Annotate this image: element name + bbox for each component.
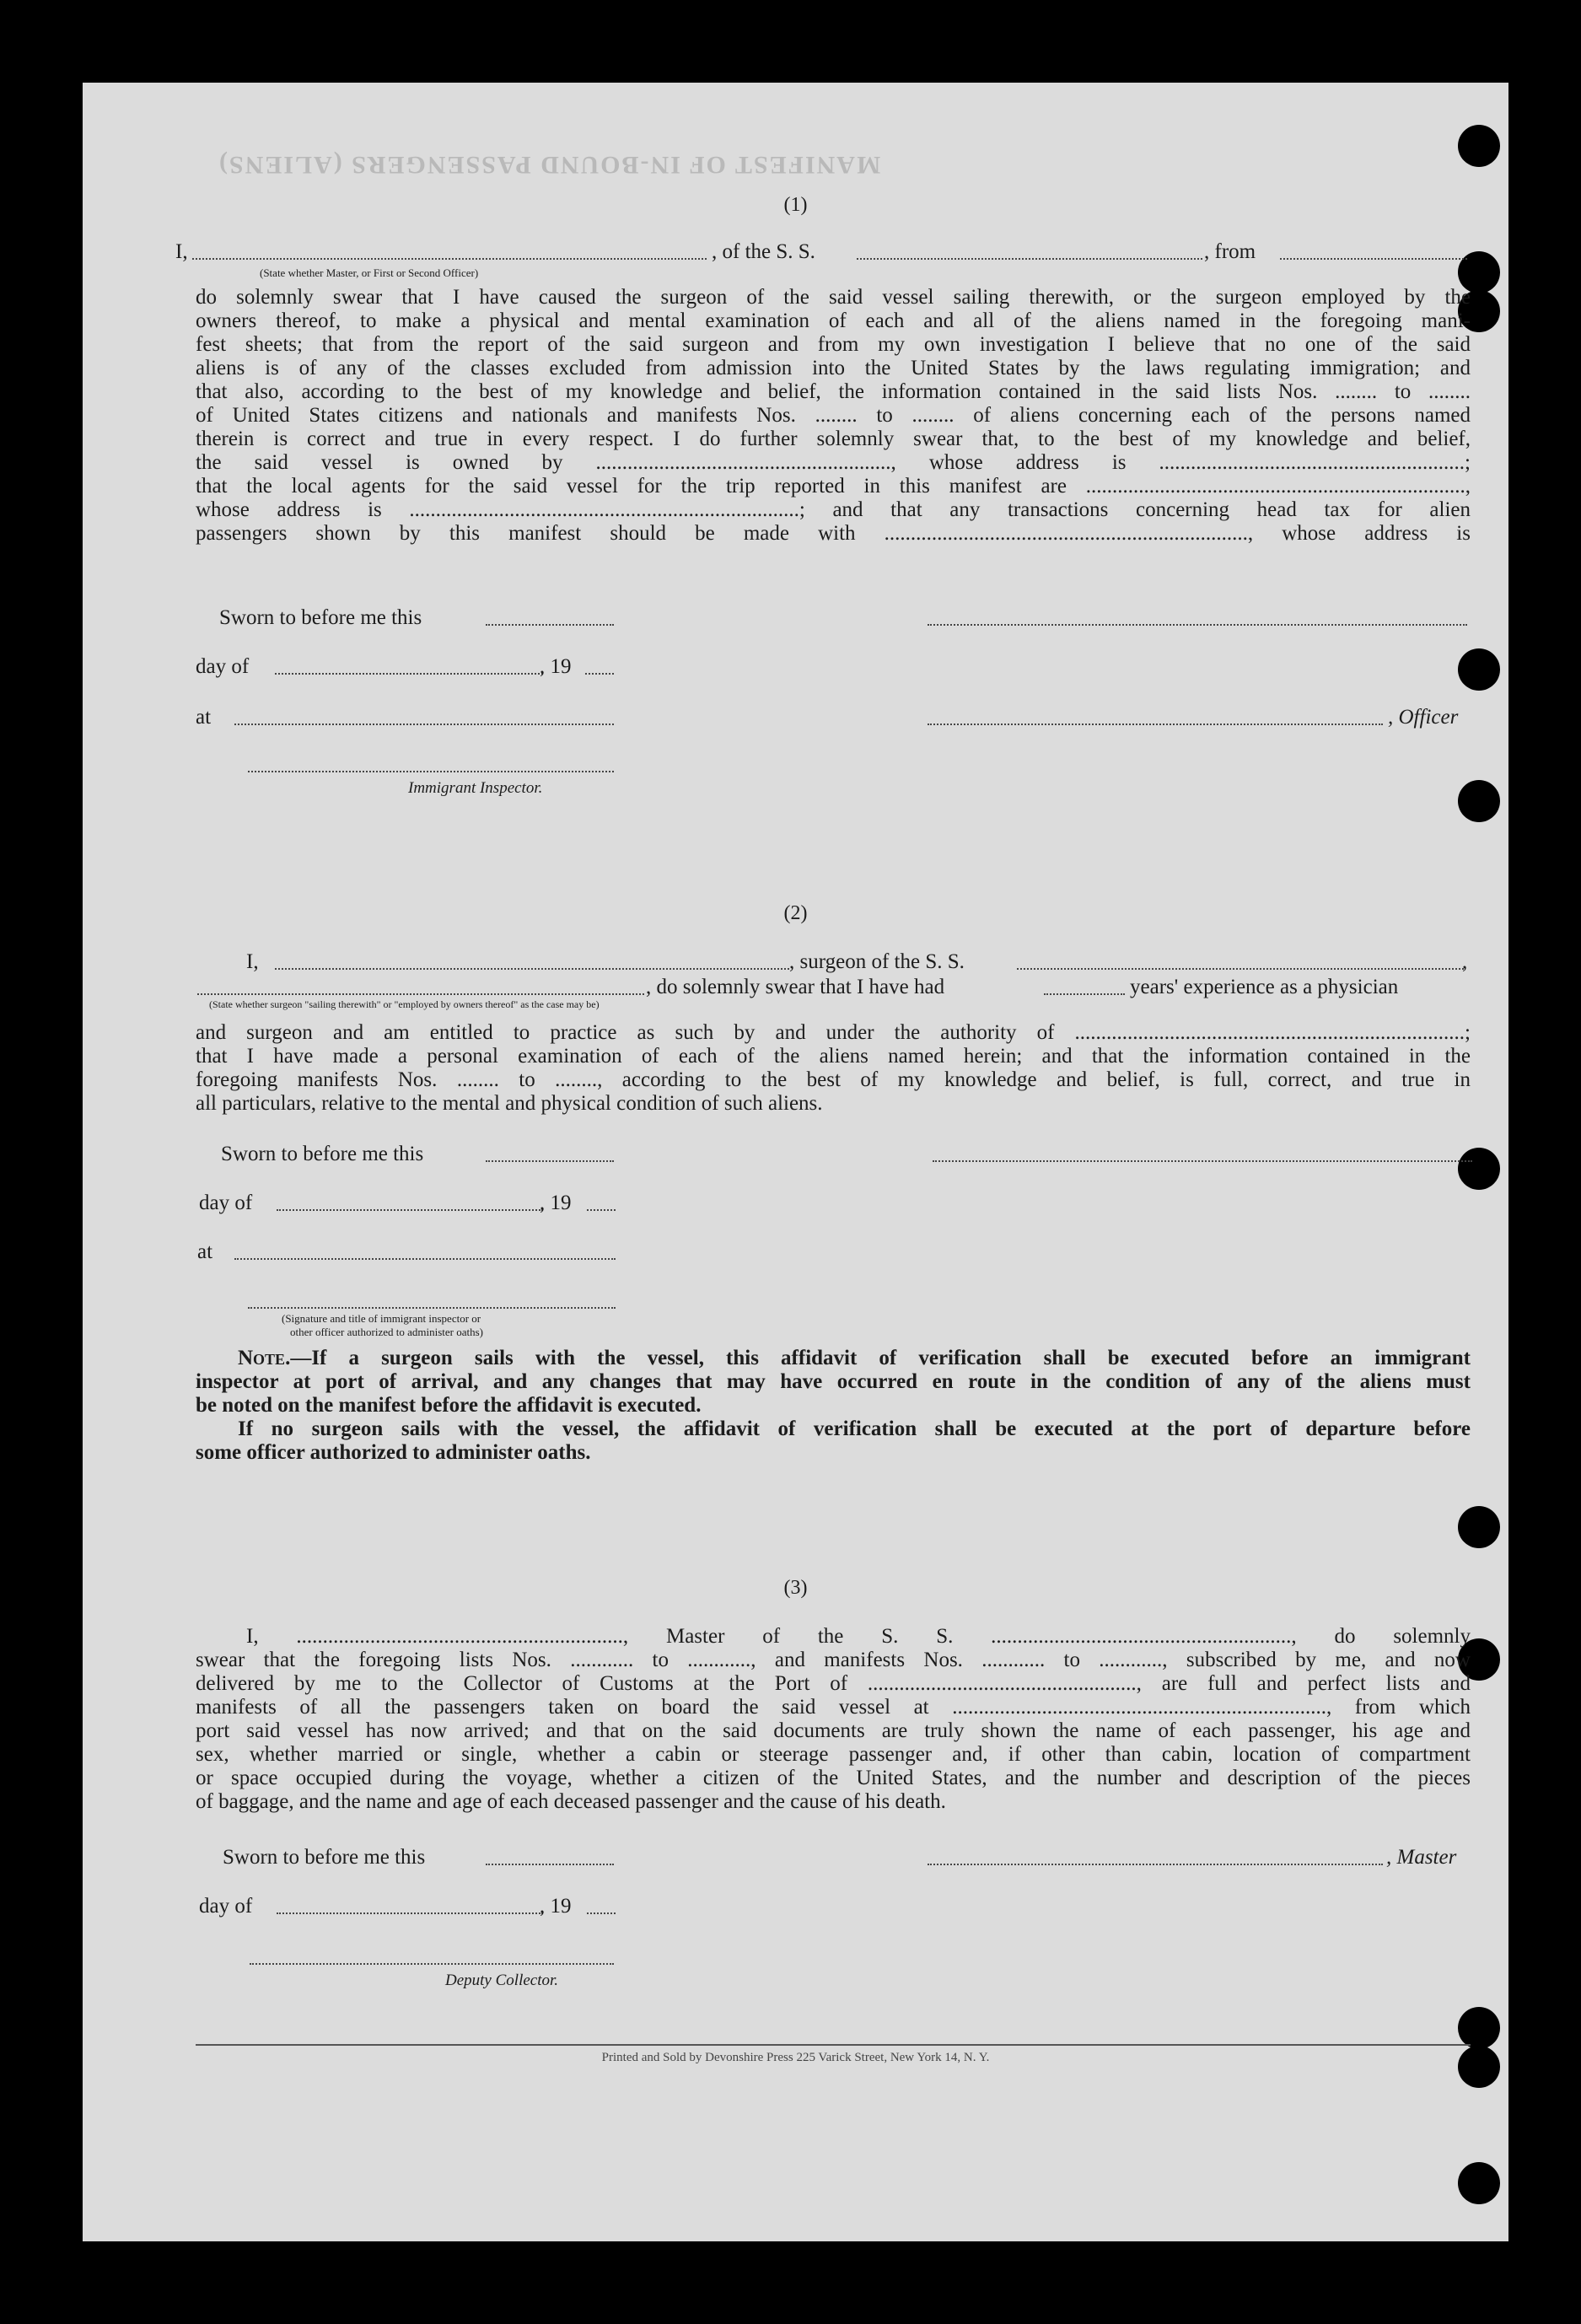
note-line: If no surgeon sails with the vessel, the affidavit of verification shall be executed at the port of departure before xyxy=(238,1418,1471,1440)
year-label: , 19 xyxy=(540,1192,572,1214)
years-label: years' experience as a physician xyxy=(1130,976,1399,998)
surgeon-vessel-line xyxy=(1017,968,1464,970)
body-line: owners thereof, to make a physical and mental examination of each and all of the aliens named in the foregoing mani- xyxy=(196,309,1471,332)
inspector-signature-line xyxy=(248,1307,616,1309)
from-label: , from xyxy=(1204,240,1256,263)
at-label: at xyxy=(197,1240,213,1263)
punch-hole xyxy=(1458,648,1500,691)
note-line xyxy=(238,1346,1471,1370)
body-line: sex, whether married or single, whether a cabin or steerage passenger and, if other than cabin, location of compartment xyxy=(196,1743,1471,1766)
sworn-date-line xyxy=(486,624,614,626)
body-line: manifests of all the passengers taken on board the said vessel at ......................................................................., from which xyxy=(196,1696,1471,1719)
body-line: I, .............................................................., Master of the S. S. ........................................................., do solemnly xyxy=(246,1625,1471,1648)
body-line: whose address is ..........................................................................; and that any transactions concerning head tax for alien xyxy=(196,498,1471,521)
body-line: do solemnly swear that I have caused the surgeon of the said vessel sailing therewith, or the surgeon employed by the xyxy=(196,286,1471,309)
section-2-i: I, xyxy=(246,950,259,973)
body-line: that the local agents for the said vessel for the trip reported in this manifest are ........................................................................, xyxy=(196,475,1471,498)
surgeon-label: , surgeon of the S. S. xyxy=(789,950,965,973)
section-1-number: (1) xyxy=(783,194,808,216)
note-line: inspector at port of arrival, and any changes that may have occurred en route in the condition of any of the aliens must xyxy=(196,1370,1471,1393)
sworn-label: Sworn to before me this xyxy=(221,1143,424,1165)
bleed-through-text: MANIFEST OF IN-BOUND PASSENGERS (ALIENS) xyxy=(218,151,881,179)
body-line: that also, according to the best of my knowledge and belief, the information contained in the said lists Nos. ........ to ........ xyxy=(196,380,1471,403)
name-field-line xyxy=(192,258,707,260)
day-of-label: day of xyxy=(199,1192,253,1214)
signature-note: other officer authorized to administer oaths) xyxy=(290,1326,483,1338)
punch-hole xyxy=(1458,1148,1500,1190)
body-line: therein is correct and true in every respect. I do further solemnly swear that, to the best of my knowledge and belief, xyxy=(196,428,1471,450)
note-line: be noted on the manifest before the affidavit is executed. xyxy=(196,1394,702,1417)
years-line xyxy=(1044,993,1125,995)
punch-hole xyxy=(1458,125,1500,167)
year-label: , 19 xyxy=(540,655,572,678)
body-line: delivered by me to the Collector of Customs at the Port of ..................................................., are full and perfect lists and xyxy=(196,1672,1471,1695)
document-page xyxy=(83,83,1508,2241)
comma: , xyxy=(1462,950,1468,973)
year-line xyxy=(587,1912,616,1914)
printer-imprint: Printed and Sold by Devonshire Press 225 Varick Street, New York 14, N. Y. xyxy=(601,2051,990,2064)
signature-note: (Signature and title of immigrant inspector or xyxy=(282,1312,481,1325)
surgeon-status-line xyxy=(197,993,644,995)
note-line: some officer authorized to administer oaths. xyxy=(196,1441,591,1464)
sworn-date-line xyxy=(486,1160,614,1162)
body-line: and surgeon and am entitled to practice as such by and under the authority of ..........................................................................; xyxy=(196,1021,1471,1044)
at-line xyxy=(234,724,614,725)
section-1-i: I, xyxy=(175,240,188,263)
punch-hole xyxy=(1458,2162,1500,2204)
surgeon-name-line xyxy=(275,968,789,970)
of-the-ss-label: , of the S. S. xyxy=(712,240,815,263)
day-of-label: day of xyxy=(196,655,250,678)
punch-hole xyxy=(1458,780,1500,822)
body-line: port said vessel has now arrived; and that on the said documents are truly shown the name of each passenger, his age and xyxy=(196,1719,1471,1742)
solemnly-label: , do solemnly swear that I have had xyxy=(646,976,945,998)
at-line xyxy=(234,1258,616,1260)
at-label: at xyxy=(196,706,212,729)
surgeon-status-note: (State whether surgeon "sailing therewith" or "employed by owners thereof" as the case may be) xyxy=(209,998,600,1010)
sworn-label: Sworn to before me this xyxy=(223,1846,426,1869)
footer-rule xyxy=(196,2044,1471,2046)
body-line: of baggage, and the name and age of each deceased passenger and the cause of his death. xyxy=(196,1790,946,1813)
punch-hole xyxy=(1458,2007,1500,2049)
from-field-line xyxy=(1280,258,1467,260)
collector-signature-line xyxy=(250,1963,614,1965)
note-label: Note. xyxy=(238,1347,291,1369)
body-line: swear that the foregoing lists Nos. ............ to ............, and manifests Nos. ............ to ............, subscribed by me, and now xyxy=(196,1649,1471,1671)
body-line: fest sheets; that from the report of the said surgeon and from my own investigation I believe that no one of the said xyxy=(196,333,1471,356)
year-label: , 19 xyxy=(540,1895,572,1918)
collector-label: Deputy Collector. xyxy=(445,1972,559,1989)
year-line xyxy=(587,1209,616,1211)
officer-rank-note: (State whether Master, or First or Second Officer) xyxy=(260,266,479,279)
section-2-number: (2) xyxy=(783,902,808,924)
sworn-date-line xyxy=(486,1864,614,1865)
body-line: the said vessel is owned by ........................................................, whose address is ..........................................................; xyxy=(196,451,1471,474)
officer-label: , Officer xyxy=(1388,706,1459,729)
sworn-label: Sworn to before me this xyxy=(219,606,422,629)
body-line: foregoing manifests Nos. ........ to ........, according to the best of my knowledge and belief, is full, correct, and true in xyxy=(196,1068,1471,1091)
section-3-number: (3) xyxy=(783,1577,808,1599)
day-of-line xyxy=(277,1912,543,1914)
day-of-line xyxy=(277,1209,543,1211)
body-line: or space occupied during the voyage, whether a citizen of the United States, and the number and description of the pieces xyxy=(196,1767,1471,1789)
year-line xyxy=(585,673,614,675)
officer-line xyxy=(928,724,1383,725)
punch-hole xyxy=(1458,1506,1500,1548)
body-line: of United States citizens and nationals and manifests Nos. ........ to ........ of aliens concerning each of the persons named xyxy=(196,404,1471,427)
body-line: that I have made a personal examination of each of the aliens named herein; and that the information contained in the xyxy=(196,1045,1471,1068)
inspector-signature-line xyxy=(248,771,614,772)
body-line: all particulars, relative to the mental and physical condition of such aliens. xyxy=(196,1092,823,1115)
signature-line xyxy=(933,1160,1472,1162)
day-of-line xyxy=(275,673,543,675)
day-of-label: day of xyxy=(199,1895,253,1918)
signature-line xyxy=(928,624,1467,626)
vessel-field-line xyxy=(857,258,1202,260)
body-line: passengers shown by this manifest should be made with ....................................................................., whose address is xyxy=(196,522,1471,545)
master-label: , Master xyxy=(1386,1846,1457,1869)
inspector-label: Immigrant Inspector. xyxy=(408,779,543,797)
body-line: aliens is of any of the classes excluded from admission into the United States by the laws regulating immigration; and xyxy=(196,357,1471,379)
note-text: —If a surgeon sails with the vessel, this affidavit of verification shall be executed before an immigrant xyxy=(290,1347,1471,1369)
master-signature-line xyxy=(928,1864,1383,1865)
